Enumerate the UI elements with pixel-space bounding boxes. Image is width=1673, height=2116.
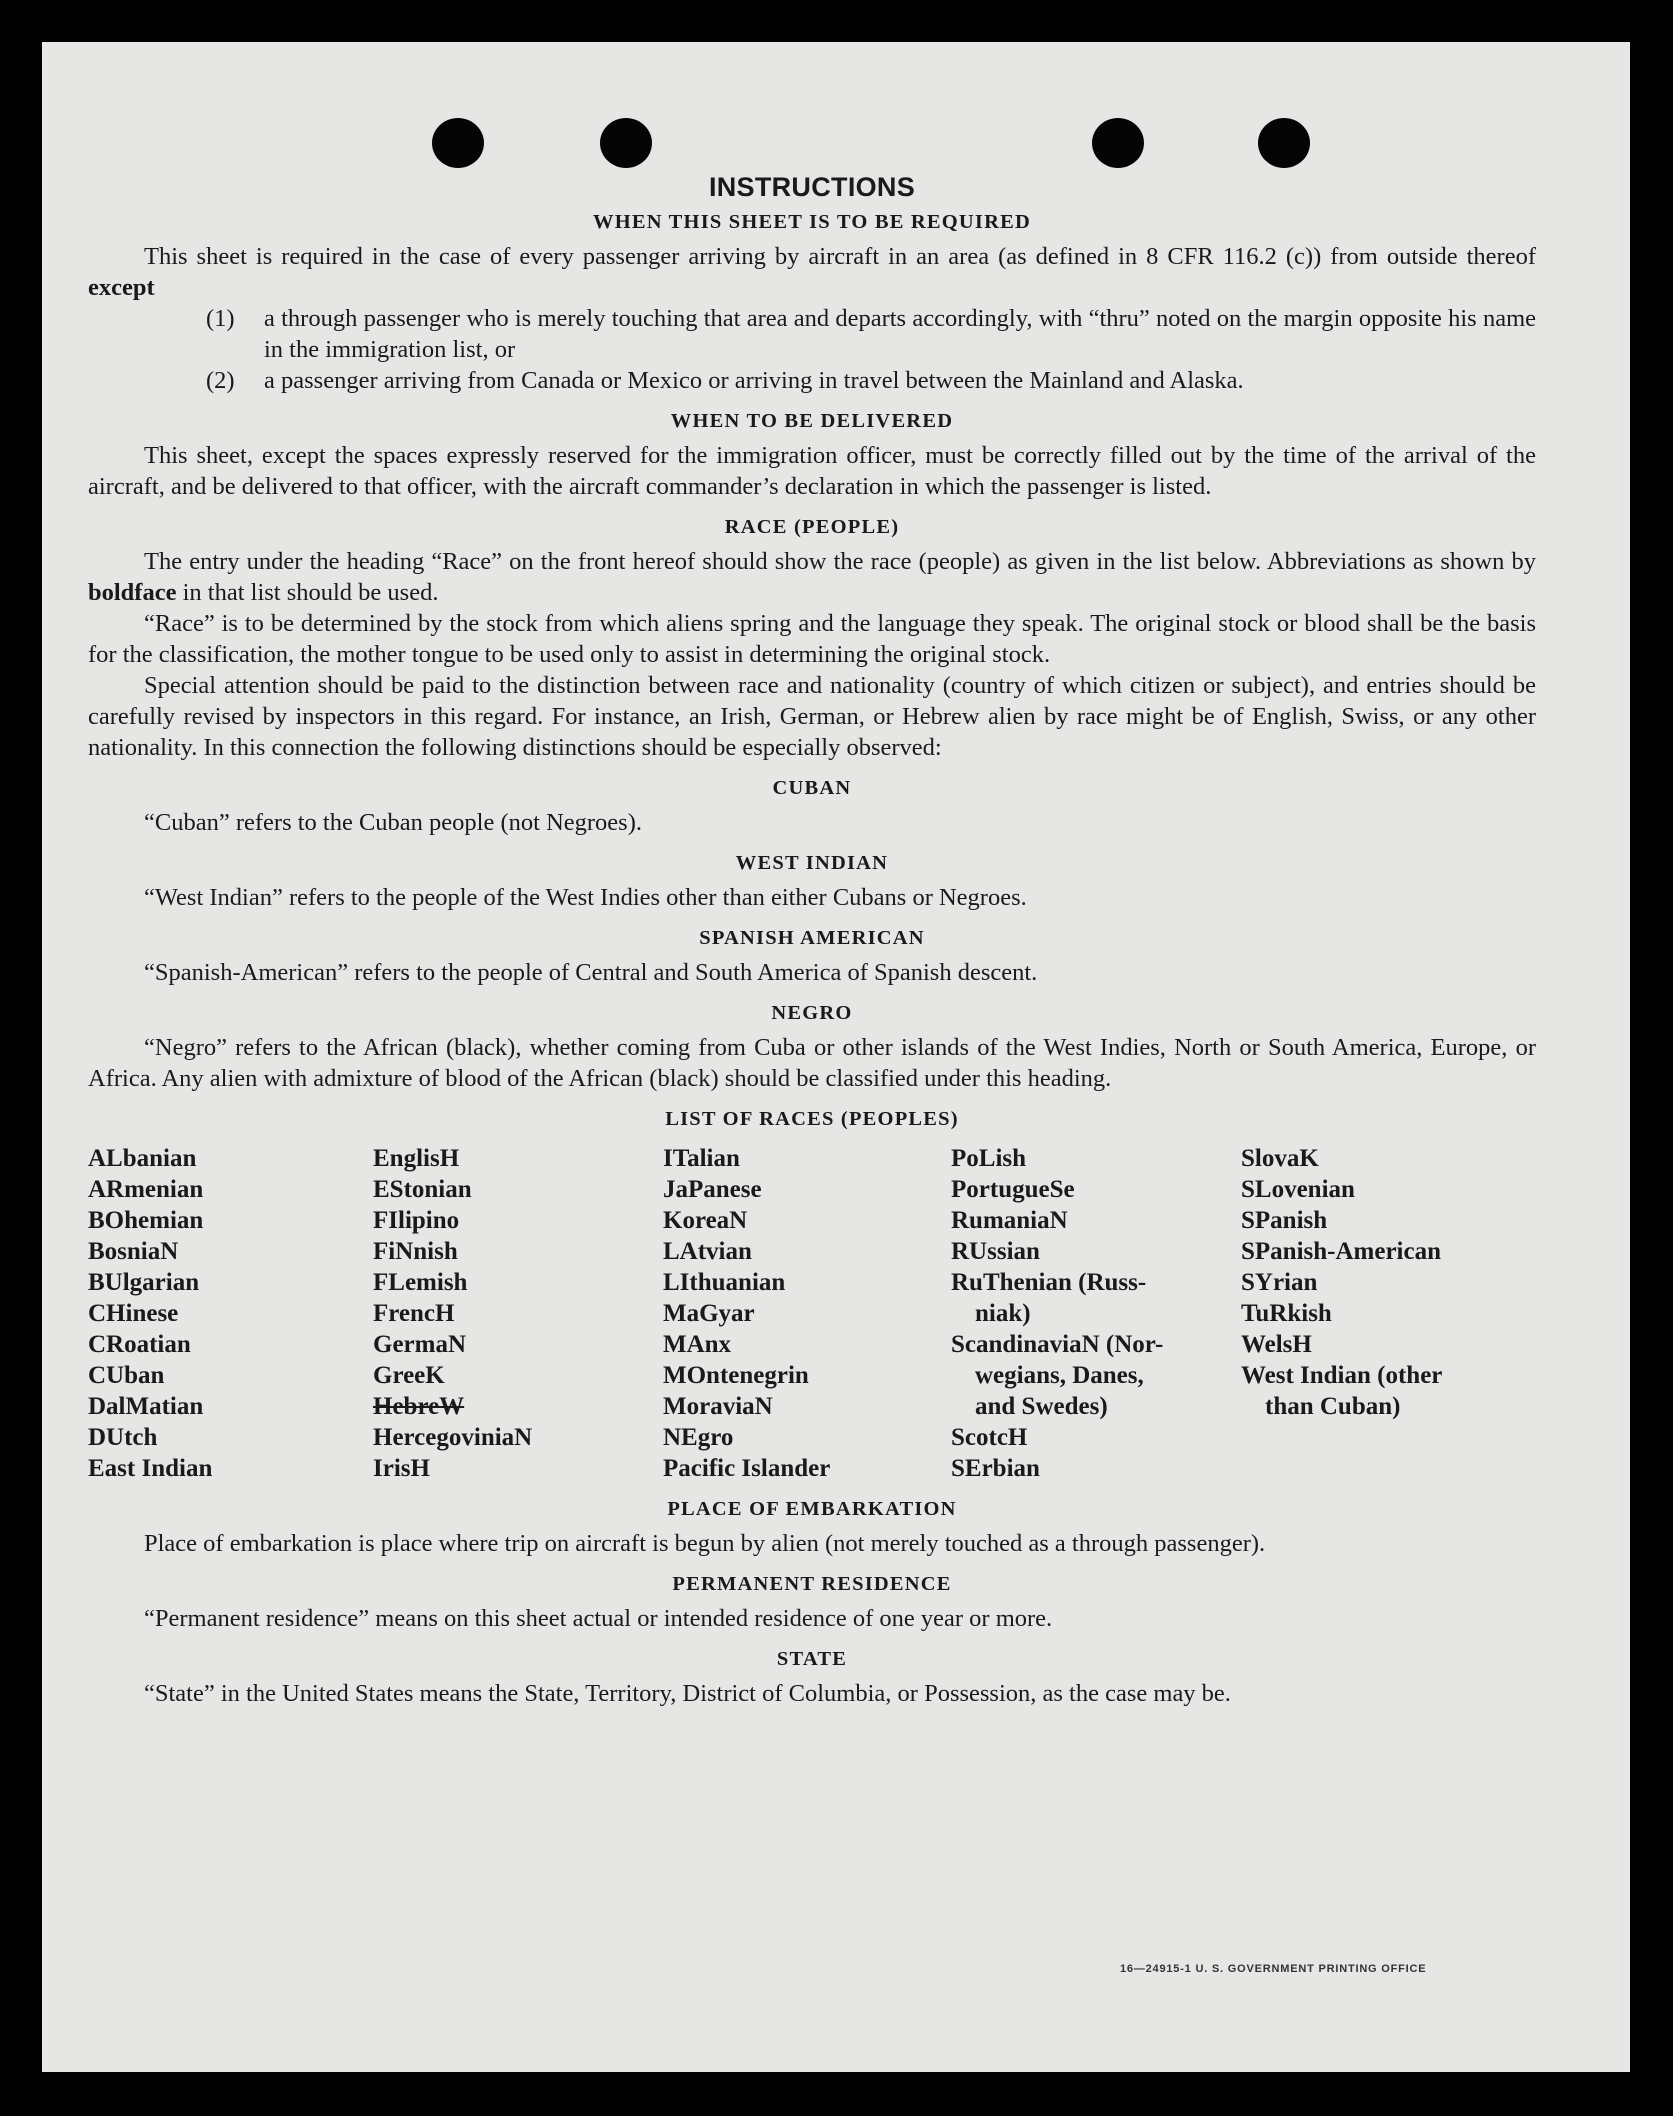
exception-item [206,365,1536,396]
race-entry: CHinese [88,1300,179,1327]
race-entry: MoraviaN [663,1393,773,1420]
race-entry-continued: wegians, Danes, [975,1362,1144,1389]
section-heading-delivered: WHEN TO BE DELIVERED [670,410,954,432]
section-heading-embarkation: PLACE OF EMBARKATION [667,1498,957,1520]
races-column-2 [373,1143,663,1484]
race-entry: West Indian (other [1241,1362,1443,1389]
section-heading-negro: NEGRO [771,1002,853,1024]
race-entry: ScotcH [951,1424,1028,1451]
race-entry: SErbian [951,1455,1040,1482]
punch-hole [1092,118,1144,168]
races-column-5 [1241,1143,1541,1484]
section-heading-spanish-american: SPANISH AMERICAN [699,927,925,949]
race-entry: FLemish [373,1269,468,1296]
race-paragraph-1 [88,546,1536,608]
race-entry: RumaniaN [951,1207,1068,1234]
race-entry: ITalian [663,1145,740,1172]
race-entry-continued: than Cuban) [1265,1393,1401,1420]
cuban-text: “Cuban” refers to the Cuban people (not Negroes). [144,809,642,836]
section-heading-races-list: LIST OF RACES (PEOPLES) [665,1108,959,1130]
state-text: “State” in the United States means the State, Territory, District of Columbia, or Possession, as the case may be. [144,1680,1231,1707]
race-entry: FIlipino [373,1207,460,1234]
delivered-text: This sheet, except the spaces expressly reserved for the immigration officer, must be correctly filled out by the time of the arrival of the aircraft, and be delivered to that officer, with the aircraft commander’s declaration in which the passenger is listed. [88,442,1536,500]
race-entry: ARmenian [88,1176,204,1203]
race-entry: SLovenian [1241,1176,1355,1203]
race-entry: BUlgarian [88,1269,200,1296]
race-entry: HercegoviniaN [373,1424,533,1451]
races-column-4 [951,1143,1241,1484]
race-entry: SYrian [1241,1269,1318,1296]
punch-hole [1258,118,1310,168]
race-entry: BosniaN [88,1238,179,1265]
race-entry: KoreaN [663,1207,748,1234]
race-entry: PoLish [951,1145,1027,1172]
punch-hole [600,118,652,168]
race-entry: MAnx [663,1331,732,1358]
instructions-content [88,172,1536,1709]
race-entry: MaGyar [663,1300,755,1327]
race-p1-boldface: boldface [88,579,177,606]
race-entry: EnglisH [373,1145,460,1172]
punch-hole [432,118,484,168]
race-paragraph-3: Special attention should be paid to the distinction between race and nationality (country of which citizen or subject), and entries should be carefully revised by inspectors in this regard. For instance, an Irish, German, or Hebrew alien by race might be of English, Swiss, or any other nationality. In this connection the following distinctions should be especially observed: [88,672,1536,761]
race-entry: FrencH [373,1300,455,1327]
race-entry: PortugueSe [951,1176,1075,1203]
race-entry-struck: HebreW [373,1393,465,1420]
section-heading-residence: PERMANENT RESIDENCE [672,1573,952,1595]
race-entry: SPanish [1241,1207,1328,1234]
race-entry: MOntenegrin [663,1362,809,1389]
race-entry: LIthuanian [663,1269,786,1296]
exception-item [206,303,1536,365]
races-column-3 [663,1143,951,1484]
required-intro-except: except [88,274,155,301]
negro-text: “Negro” refers to the African (black), whether coming from Cuba or other islands of the West Indies, North or South America, Europe, or Africa. Any alien with admixture of blood of the African (black) should be classified under this heading. [88,1034,1536,1092]
race-entry: EStonian [373,1176,472,1203]
race-entry: East Indian [88,1455,213,1482]
race-entry: TuRkish [1241,1300,1332,1327]
race-entry: JaPanese [663,1176,762,1203]
race-entry: SPanish-American [1241,1238,1441,1265]
race-entry: ALbanian [88,1145,197,1172]
west-indian-text: “West Indian” refers to the people of the West Indies other than either Cubans or Negroes. [144,884,1027,911]
races-list [88,1143,1536,1484]
race-entry: GreeK [373,1362,445,1389]
section-heading-cuban: CUBAN [772,777,852,799]
race-p1-text: The entry under the heading “Race” on the front hereof should show the race (people) as given in the list below. Abbreviations as shown by [144,548,1536,575]
printer-imprint: 16—24915-1 U. S. GOVERNMENT PRINTING OFFICE [1120,1963,1427,1975]
exception-text: a passenger arriving from Canada or Mexico or arriving in travel between the Mainland and Alaska. [264,367,1244,394]
exception-number: (1) [206,305,235,332]
race-entry-continued: and Swedes) [975,1393,1108,1420]
race-entry: LAtvian [663,1238,752,1265]
race-entry: CUban [88,1362,165,1389]
races-column-1 [88,1143,373,1484]
race-entry: GermaN [373,1331,467,1358]
residence-text: “Permanent residence” means on this sheet actual or intended residence of one year or more. [144,1605,1053,1632]
race-entry: CRoatian [88,1331,191,1358]
race-entry: DUtch [88,1424,158,1451]
race-entry-continued: niak) [975,1300,1031,1327]
spanish-american-text: “Spanish-American” refers to the people of Central and South America of Spanish descent. [144,959,1038,986]
race-entry: SlovaK [1241,1145,1319,1172]
race-entry: FiNnish [373,1238,458,1265]
form-sheet [42,42,1630,2072]
exception-number: (2) [206,367,235,394]
section-heading-required: WHEN THIS SHEET IS TO BE REQUIRED [593,211,1031,233]
required-intro [88,241,1536,303]
race-entry: NEgro [663,1424,734,1451]
section-heading-race: RACE (PEOPLE) [724,516,900,538]
race-entry: BOhemian [88,1207,204,1234]
race-entry: RUssian [951,1238,1040,1265]
required-intro-text: This sheet is required in the case of every passenger arriving by aircraft in an area (as defined in 8 CFR 116.2 (c)) from outside thereof [144,243,1536,270]
race-entry: RuThenian (Russ- [951,1269,1147,1296]
race-entry: Pacific Islander [663,1455,831,1482]
race-entry: WelsH [1241,1331,1312,1358]
race-entry: DalMatian [88,1393,204,1420]
section-heading-west-indian: WEST INDIAN [735,852,889,874]
race-entry: IrisH [373,1455,430,1482]
section-heading-state: STATE [776,1648,848,1670]
race-entry: ScandinaviaN (Nor- [951,1331,1164,1358]
race-paragraph-2: “Race” is to be determined by the stock from which aliens spring and the language they speak. The original stock or blood shall be the basis for the classification, the mother tongue to be used only to assist in determining the original stock. [88,610,1536,668]
race-p1-end: in that list should be used. [182,579,439,606]
page-title: INSTRUCTIONS [708,172,916,202]
exception-text: a through passenger who is merely touching that area and departs accordingly, with “thru” noted on the margin opposite his name in the immigration list, or [264,305,1536,363]
embarkation-text: Place of embarkation is place where trip on aircraft is begun by alien (not merely touched as a through passenger). [144,1530,1266,1557]
